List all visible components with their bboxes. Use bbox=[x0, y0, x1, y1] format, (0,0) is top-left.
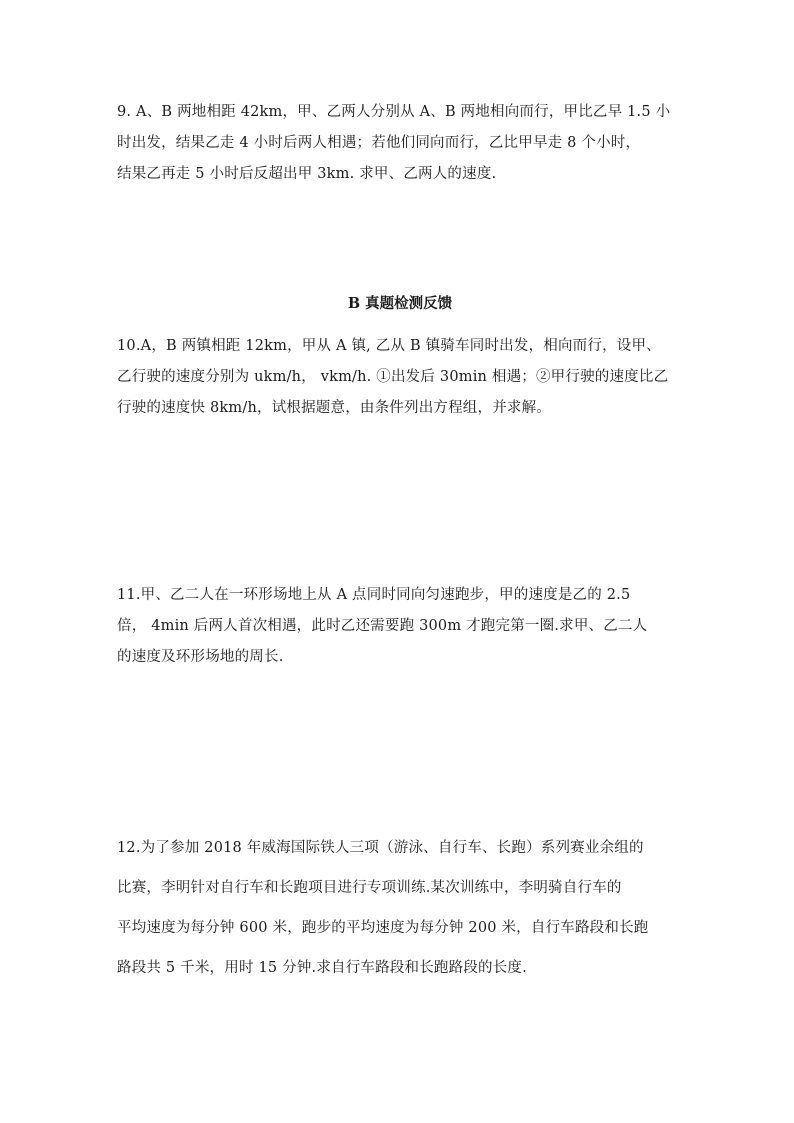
problem-10-line-2: 乙行驶的速度分别为 ukm/h， vkm/h. ①出发后 30min 相遇；②甲行驶的速度比乙 bbox=[117, 369, 669, 385]
problem-11-line-1: 11.甲、乙二人在一环形场地上从 A 点同时同向匀速跑步，甲的速度是乙的 2.5 bbox=[117, 587, 631, 603]
problem-9-line-3: 结果乙再走 5 小时后反超出甲 3km. 求甲、乙两人的速度. bbox=[117, 166, 497, 182]
problem-12-line-1: 12.为了参加 2018 年威海国际铁人三项（游泳、自行车、长跑）系列赛业余组的 bbox=[117, 840, 644, 856]
problem-12 bbox=[117, 828, 683, 988]
problem-11-line-3: 的速度及环形场地的周长. bbox=[117, 649, 284, 665]
problem-10-line-1: 10.A，B 两镇相距 12km，甲从 A 镇, 乙从 B 镇骑车同时出发，相向而行，设甲、 bbox=[117, 338, 661, 354]
problem-12-line-3: 平均速度为每分钟 600 米，跑步的平均速度为每分钟 200 米，自行车路段和长跑 bbox=[117, 920, 649, 936]
problem-11-line-2: 倍， 4min 后两人首次相遇，此时乙还需要跑 300m 才跑完第一圈.求甲、乙二人 bbox=[117, 618, 648, 634]
problem-10-line-3: 行驶的速度快 8km/h，试根据题意，由条件列出方程组，并求解。 bbox=[117, 400, 551, 416]
problem-9-line-1: 9. A、B 两地相距 42km，甲、乙两人分别从 A、B 两地相向而行，甲比乙早 1.5 小 bbox=[117, 104, 671, 120]
problem-12-line-4: 路段共 5 千米，用时 15 分钟.求自行车路段和长跑路段的长度. bbox=[117, 960, 527, 976]
section-b-heading: B 真题检测反馈 bbox=[347, 295, 453, 312]
problem-9-line-2: 时出发，结果乙走 4 小时后两人相遇；若他们同向而行，乙比甲早走 8 个小时， bbox=[117, 135, 641, 151]
problem-11 bbox=[117, 580, 683, 673]
problem-10 bbox=[117, 331, 683, 424]
problem-12-line-2: 比赛，李明针对自行车和长跑项目进行专项训练.某次训练中，李明骑自行车的 bbox=[117, 880, 622, 896]
problem-9 bbox=[117, 97, 683, 190]
